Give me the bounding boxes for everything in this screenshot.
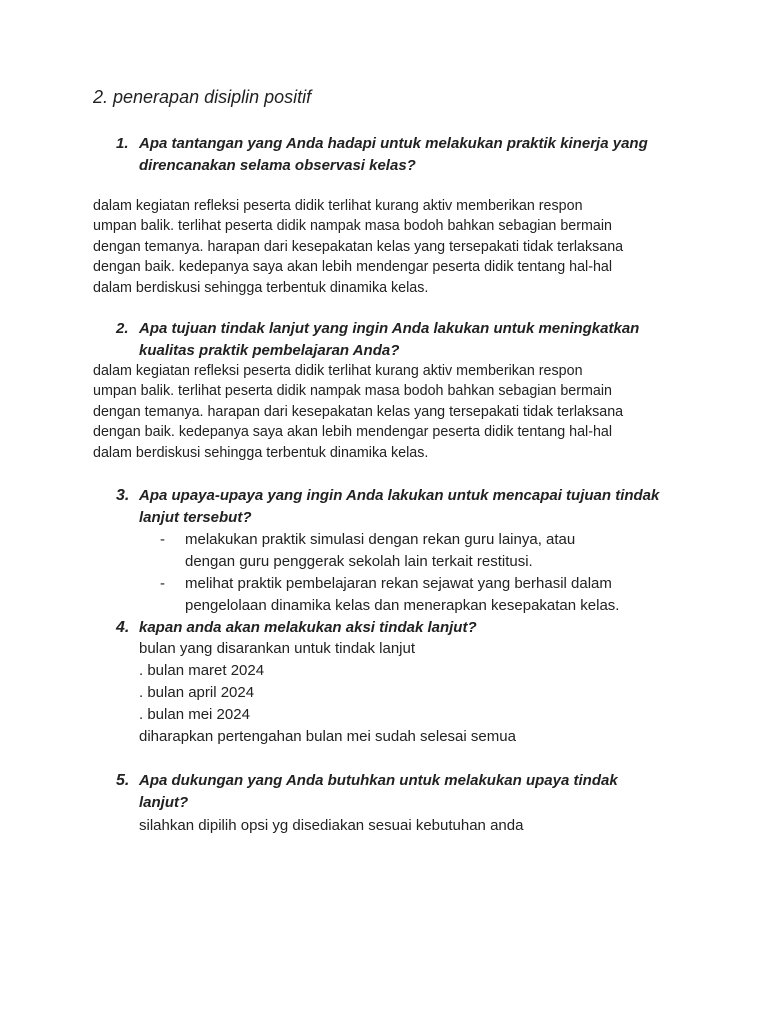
bullet-list [160,529,619,617]
question-number: 1. [116,135,129,152]
bullet-line: melakukan praktik simulasi dengan rekan guru lainya, atau [185,531,576,548]
question-5 [116,770,684,814]
section-heading: 2. penerapan disiplin positif [93,87,312,107]
answer-line: bulan yang disarankan untuk tindak lanjut [139,640,416,657]
answer-line: . bulan mei 2024 [139,706,250,723]
question-text [139,485,684,529]
bullet-item [160,573,619,617]
bullet-item [160,529,619,573]
answer-4 [139,638,516,748]
question-4 [116,617,684,639]
question-1 [116,133,684,177]
question-line: Apa dukungan yang Anda butuhkan untuk melakukan upaya tindak [139,772,618,789]
paragraph-line: dalam kegiatan refleksi peserta didik terlihat kurang aktiv memberikan respon [93,198,583,214]
answer-line: silahkan dipilih opsi yg disediakan sesuai kebutuhan anda [139,817,524,834]
answer-2-paragraph [93,361,678,463]
answer-line: . bulan maret 2024 [139,662,265,679]
paragraph-line: umpan balik. terlihat peserta didik nampak masa bodoh bahkan sebagian bermain [93,383,612,400]
question-number: 2. [116,320,129,337]
paragraph-line: dalam kegiatan refleksi peserta didik terlihat kurang aktiv memberikan respon [93,363,583,379]
question-number: 5. [116,772,130,789]
question-text [139,617,684,639]
question-line: Apa tantangan yang Anda hadapi untuk melakukan praktik kinerja yang [139,135,648,152]
question-text [139,133,684,177]
paragraph-line: dalam berdiskusi sehingga terbentuk dinamika kelas. [93,444,429,461]
bullet-dash: - [160,575,165,592]
bullet-line: dengan guru penggerak sekolah lain terkait restitusi. [185,553,533,570]
question-line: lanjut? [139,794,189,811]
question-number: 4. [116,619,130,636]
paragraph-line: umpan balik. terlihat peserta didik nampak masa bodoh bahkan sebagian bermain [93,218,612,235]
answer-1-paragraph [93,196,678,298]
paragraph-line: dalam berdiskusi sehingga terbentuk dinamika kelas. [93,279,429,296]
answer-line: diharapkan pertengahan bulan mei sudah selesai semua [139,728,516,745]
question-2 [116,318,684,362]
bullet-line: pengelolaan dinamika kelas dan menerapkan kesepakatan kelas. [185,597,620,614]
paragraph-line: dengan baik. kedepanya saya akan lebih mendengar peserta didik tentang hal-hal [93,259,613,276]
question-line: kapan anda akan melakukan aksi tindak lanjut? [139,619,477,636]
question-text [139,770,684,814]
question-line: direncanakan selama observasi kelas? [139,157,416,174]
bullet-dash: - [160,531,165,548]
question-text [139,318,684,362]
question-line: Apa upaya-upaya yang ingin Anda lakukan untuk mencapai tujuan tindak [139,487,660,504]
question-line: Apa tujuan tindak lanjut yang ingin Anda lakukan untuk meningkatkan [139,320,640,337]
bullet-line: melihat praktik pembelajaran rekan sejawat yang berhasil dalam [185,575,612,592]
paragraph-line: dengan baik. kedepanya saya akan lebih mendengar peserta didik tentang hal-hal [93,424,613,441]
question-3 [116,485,684,529]
answer-5 [139,815,523,837]
question-number: 3. [116,487,130,504]
paragraph-line: dengan temanya. harapan dari kesepakatan kelas yang tersepakati tidak terlaksana [93,238,624,255]
paragraph-line: dengan temanya. harapan dari kesepakatan kelas yang tersepakati tidak terlaksana [93,403,624,420]
answer-line: . bulan april 2024 [139,684,255,701]
question-line: lanjut tersebut? [139,509,252,526]
question-line: kualitas praktik pembelajaran Anda? [139,342,400,359]
